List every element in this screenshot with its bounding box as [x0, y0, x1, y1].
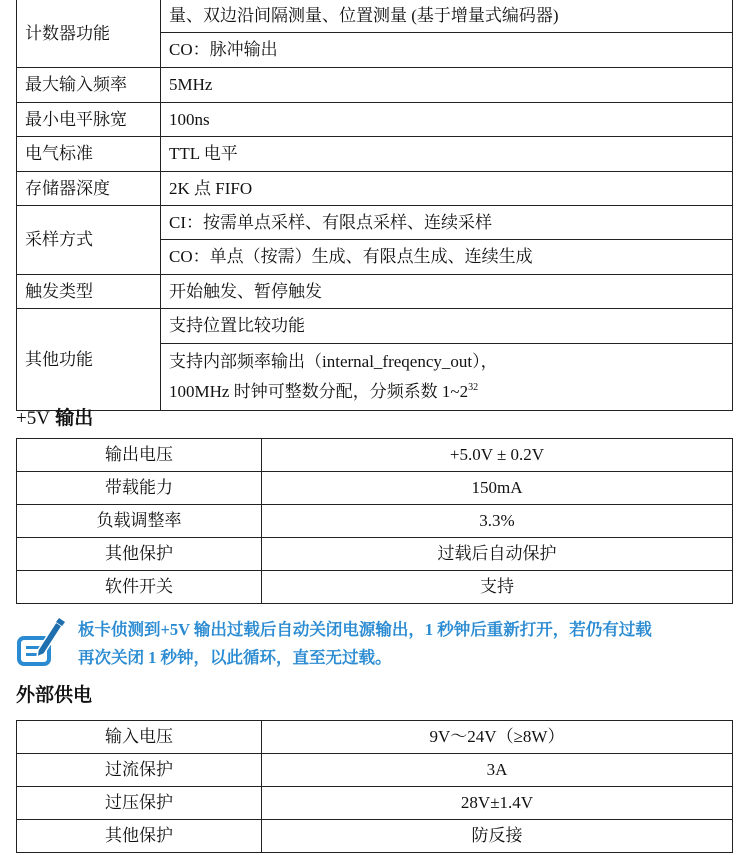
- table-row: [17, 571, 733, 604]
- table-external-power: [16, 720, 733, 853]
- table-row: [17, 472, 733, 505]
- table-row: [17, 754, 733, 787]
- row-value: 支持: [262, 571, 733, 604]
- row-key: 软件开关: [17, 571, 262, 604]
- note-line: 再次关闭 1 秒钟，以此循环，直至无过载。: [78, 648, 392, 667]
- row-key: 输入电压: [17, 721, 262, 754]
- spec-value: 100ns: [161, 103, 733, 137]
- spec-row-sampling: [17, 206, 733, 240]
- spec-value: 支持位置比较功能: [161, 309, 733, 344]
- title-cjk: 输出: [49, 408, 94, 429]
- spec-row-counter: [17, 0, 733, 33]
- spec-row-other: [17, 309, 733, 344]
- table-5v-output: [16, 438, 733, 604]
- table-row: [17, 787, 733, 820]
- exponent: 32: [468, 382, 479, 393]
- table-row: [17, 538, 733, 571]
- spec-row-pulse: [17, 103, 733, 137]
- spec-table: [16, 0, 733, 411]
- note-line: 板卡侦测到+5V 输出过载后自动关闭电源输出，1 秒钟后重新打开，若仍有过载: [78, 620, 652, 639]
- section-title-external-power: 外部供电: [16, 685, 93, 706]
- row-value: 3A: [262, 754, 733, 787]
- table-row: [17, 505, 733, 538]
- table-row: [17, 439, 733, 472]
- spec-value: 2K 点 FIFO: [161, 172, 733, 206]
- spec-value: CO：脉冲输出: [161, 33, 733, 68]
- row-value: 9V～24V（≥8W）: [262, 721, 733, 754]
- table-row: [17, 721, 733, 754]
- note-text: [78, 616, 733, 672]
- row-key: 过流保护: [17, 754, 262, 787]
- row-key: 其他保护: [17, 538, 262, 571]
- row-key: 其他保护: [17, 820, 262, 853]
- row-value: 150mA: [262, 472, 733, 505]
- spec-label: 电气标准: [17, 137, 161, 172]
- spec-value-line: 支持内部频率输出（internal_freqency_out），: [169, 352, 498, 371]
- spec-value: 量、双边沿间隔测量、位置测量 (基于增量式编码器): [161, 0, 733, 33]
- spec-row-memory: [17, 172, 733, 206]
- row-key: 过压保护: [17, 787, 262, 820]
- spec-row-electrical: [17, 137, 733, 172]
- spec-label: 其他功能: [17, 309, 161, 411]
- spec-label: 最小电平脉宽: [17, 103, 161, 137]
- spec-value: CO：单点（按需）生成、有限点生成、连续生成: [161, 240, 733, 275]
- spec-label: 计数器功能: [17, 0, 161, 68]
- note-pen-icon: [16, 616, 66, 668]
- row-key: 带载能力: [17, 472, 262, 505]
- spec-value: 开始触发、暂停触发: [161, 275, 733, 309]
- spec-value: 5MHz: [161, 68, 733, 103]
- title-latin: +5V: [16, 408, 50, 429]
- row-key: 负载调整率: [17, 505, 262, 538]
- spec-value-line: 100MHz 时钟可整数分配，分频系数 1~2: [169, 382, 469, 401]
- row-value: 28V±1.4V: [262, 787, 733, 820]
- spec-value: TTL 电平: [161, 137, 733, 172]
- spec-label: 采样方式: [17, 206, 161, 275]
- row-value: 3.3%: [262, 505, 733, 538]
- note-callout: [16, 614, 733, 674]
- spec-value: CI：按需单点采样、有限点采样、连续采样: [161, 206, 733, 240]
- spec-value-multiline: [161, 344, 733, 411]
- spec-label: 存储器深度: [17, 172, 161, 206]
- row-key: 输出电压: [17, 439, 262, 472]
- spec-label: 触发类型: [17, 275, 161, 309]
- spec-label: 最大输入频率: [17, 68, 161, 103]
- spec-row-trigger: [17, 275, 733, 309]
- row-value: 防反接: [262, 820, 733, 853]
- section-title-5v-output: [16, 407, 93, 431]
- row-value: +5.0V ± 0.2V: [262, 439, 733, 472]
- table-row: [17, 820, 733, 853]
- row-value: 过载后自动保护: [262, 538, 733, 571]
- spec-row-freq: [17, 68, 733, 103]
